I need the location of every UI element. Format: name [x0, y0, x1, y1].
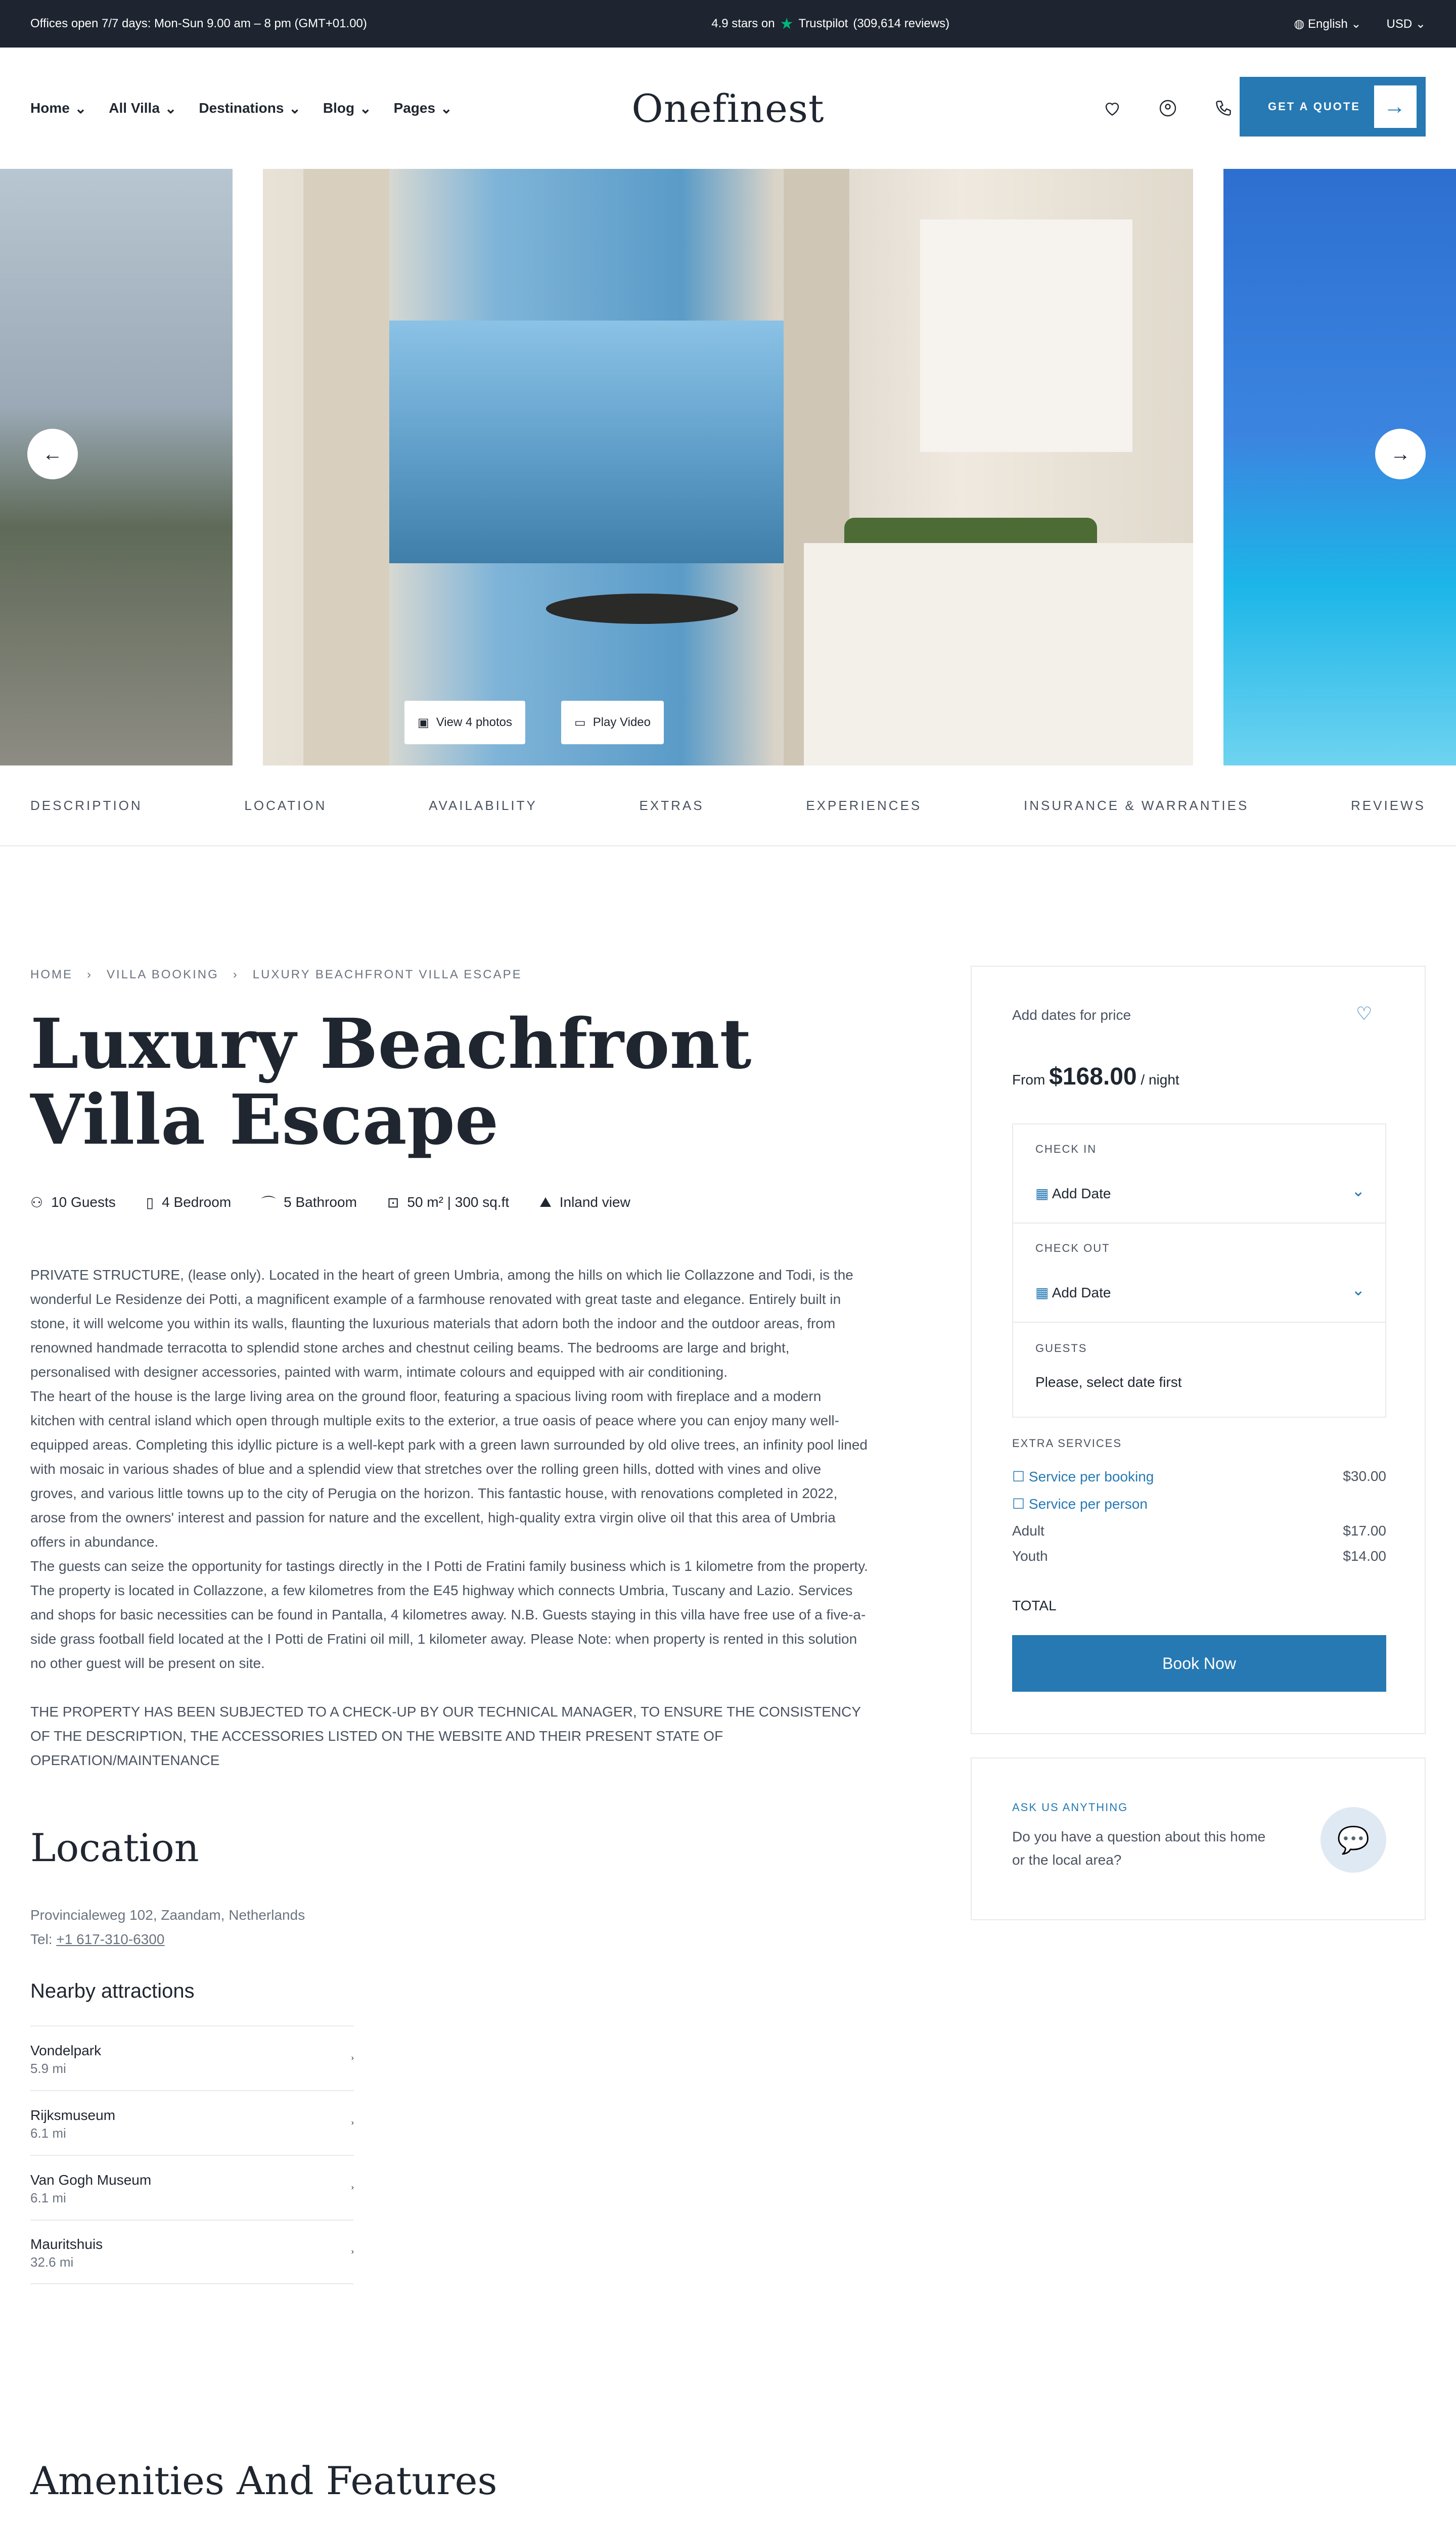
chevron-right-icon: › — [351, 2183, 354, 2192]
location-heading: Location — [30, 1825, 199, 1870]
date-picker: CHECK IN ▦ Add Date ⌄ CHECK OUT ▦ Add Date ⌄ GUESTS Please, select date first — [1012, 1123, 1386, 1418]
logo[interactable]: Onefinest — [631, 85, 825, 131]
nav-blog[interactable]: Blog ⌄ — [323, 100, 372, 116]
breadcrumb-villa-booking[interactable]: VILLA BOOKING — [107, 968, 219, 981]
checkin-field[interactable]: ▦ Add Date — [1035, 1186, 1111, 1201]
bedroom-icon: ▯ — [146, 1194, 154, 1210]
list-item[interactable]: Mauritshuis 32.6 mi › — [30, 2220, 354, 2284]
bathroom-icon: ⌒ — [261, 1195, 276, 1211]
list-item[interactable]: Vondelpark 5.9 mi › — [30, 2025, 354, 2090]
tab-description[interactable]: DESCRIPTION — [30, 797, 143, 813]
nav-all-villa[interactable]: All Villa ⌄ — [109, 100, 177, 116]
chevron-down-icon: ⌄ — [164, 100, 177, 116]
phone-icon[interactable] — [1213, 98, 1234, 118]
view-photos-button[interactable]: ▣ View 4 photos — [404, 701, 525, 744]
chevron-down-icon: ⌄ — [1351, 1281, 1365, 1299]
price-line: From $168.00 / night — [1012, 1063, 1179, 1090]
user-icon[interactable] — [1158, 98, 1178, 118]
tab-location[interactable]: LOCATION — [244, 797, 327, 813]
chevron-down-icon: ⌄ — [74, 100, 87, 116]
top-bar — [0, 0, 1456, 48]
extra-adult: Adult $17.00 — [1012, 1523, 1386, 1539]
view-icon: ⛰ — [539, 1194, 552, 1210]
phone-link[interactable]: +1 617-310-6300 — [56, 1931, 165, 1947]
guests-icon: ⚇ — [30, 1194, 43, 1210]
currency-select[interactable]: USD ⌄ — [1386, 17, 1426, 31]
arrow-right-icon: → — [1390, 442, 1410, 465]
chevron-right-icon: › — [351, 2118, 354, 2127]
nav-pages[interactable]: Pages ⌄ — [393, 100, 452, 116]
chevron-down-icon: ⌄ — [359, 100, 372, 116]
tab-insurance[interactable]: INSURANCE & WARRANTIES — [1024, 797, 1249, 813]
checkout-field[interactable]: ▦ Add Date — [1035, 1285, 1111, 1300]
play-video-button[interactable]: ▭ Play Video — [561, 701, 664, 744]
breadcrumb-home[interactable]: HOME — [30, 968, 73, 981]
list-item[interactable]: Rijksmuseum 6.1 mi › — [30, 2090, 354, 2155]
book-now-button[interactable]: Book Now — [1012, 1635, 1386, 1692]
chevron-right-icon: › — [351, 2247, 354, 2256]
booking-widget: Add dates for price ♡ From $168.00 / night CHECK IN ▦ Add Date ⌄ CHECK OUT ▦ Add Date ⌄ GUESTS Please, select date first EXTRA SERVICES ☐ Service per booking $30.00 ☐ Service per person Adult $17.00 Youth $14.00 TOTAL Book Now — [971, 966, 1426, 1734]
nearby-heading: Nearby attractions — [30, 1980, 195, 2002]
heart-icon[interactable] — [1102, 98, 1122, 118]
star-icon: ★ — [780, 15, 794, 32]
chevron-right-icon: › — [87, 968, 93, 981]
address: Provincialeweg 102, Zaandam, Netherlands — [30, 1907, 305, 1923]
nav-destinations[interactable]: Destinations ⌄ — [199, 100, 301, 116]
ask-us-box[interactable]: ASK US ANYTHING Do you have a question about this home or the local area? 💬 — [971, 1757, 1426, 1920]
tab-experiences[interactable]: EXPERIENCES — [806, 797, 922, 813]
video-icon: ▭ — [574, 715, 586, 730]
extra-youth: Youth $14.00 — [1012, 1548, 1386, 1564]
arrow-right-icon: → — [1374, 85, 1417, 128]
gallery-image-main[interactable] — [263, 169, 1193, 765]
trustpilot-rating[interactable]: 4.9 stars on ★ Trustpilot (309,614 reviews) — [711, 15, 950, 32]
tab-reviews[interactable]: REVIEWS — [1351, 797, 1426, 813]
main-nav — [0, 48, 1456, 169]
next-slide-button[interactable] — [1375, 429, 1426, 479]
calendar-icon: ▦ — [1035, 1285, 1049, 1300]
chevron-right-icon: › — [233, 968, 239, 981]
extra-service[interactable]: ☐ Service per person — [1012, 1496, 1148, 1512]
phone: Tel: +1 617-310-6300 — [30, 1931, 165, 1947]
heart-icon[interactable]: ♡ — [1356, 1003, 1373, 1024]
breadcrumb — [30, 968, 522, 982]
image-icon: ▣ — [418, 715, 429, 730]
amenities-heading: Amenities And Features — [30, 2458, 497, 2503]
chevron-right-icon: › — [351, 2054, 354, 2062]
chevron-down-icon: ⌄ — [1351, 1182, 1365, 1200]
area-icon: ⊡ — [387, 1194, 399, 1210]
property-features: ⚇ 10 Guests ▯ 4 Bedroom ⌒ 5 Bathroom ⊡ 50 m² | 300 sq.ft ⛰ Inland view — [30, 1192, 630, 1212]
guests-field[interactable]: Please, select date first — [1035, 1374, 1182, 1390]
section-tabs — [0, 765, 1456, 846]
description: PRIVATE STRUCTURE, (lease only). Located in the heart of green Umbria, among the hills on which lie Collazzone and Todi, is the wonderful Le Residenze dei Potti, a magnificent example of a farmhouse renovated with great taste and elegance. Entirely built in stone, it will welcome you within its walls, flaunting the luxurious materials that adorn both the indoor and the outdoor areas, from renowned handmade terracotta to splendid stone arches and chestnut ceiling beams. The bedrooms are large and bright, personalised with designer accessories, painted with warm, intimate colours and equipped with air conditioning. The heart of the house is the large living area on the ground floor, featuring a spacious living room with fireplace and a modern kitchen with central island which open through multiple exits to the exterior, a true oasis of peace where you can enjoy many well-equipped areas. Completing this idyllic picture is a well-kept park with a green lawn surrounded by old olive trees, an infinity pool lined with mosaic in various shades of blue and a splendid view that stretches over the rolling green hills, dotted with vines and olive groves, and various little towns up to the city of Perugia on the horizon. This fantastic house, with renovations completed in 2022, arose from the owners' interest and passion for nature and the excellent, high-quality extra virgin olive oil that this area of Umbria offers in abundance. The guests can seize the opportunity for tastings directly in the I Potti de Fratini family business which is 1 kilometre from the property. The property is located in Collazzone, a few kilometres from the E45 highway which connects Umbria, Tuscany and Lazio. Services and shops for basic necessities can be found in Pantalla, 4 kilometres away. N.B. Guests staying in this villa have free use of a five-a-side grass football field located at the I Potti de Fratini oil mill, 1 kilometer away. Please Note: when property is rented in this solution no other guest will be present on site. THE PROPERTY HAS BEEN SUBJECTED TO A CHECK-UP BY OUR TECHNICAL MANAGER, TO ENSURE THE CONSISTENCY OF THE DESCRIPTION, THE ACCESSORIES LISTED ON THE WEBSITE AND THEIR PRESENT STATE OF OPERATION/MAINTENANCE — [30, 1267, 868, 1768]
chevron-down-icon: ⌄ — [289, 100, 301, 116]
breadcrumb-current: LUXURY BEACHFRONT VILLA ESCAPE — [252, 968, 522, 981]
prev-slide-button[interactable] — [27, 429, 78, 479]
get-quote-button[interactable]: GET A QUOTE → — [1240, 77, 1426, 137]
office-hours: Offices open 7/7 days: Mon-Sun 9.00 am – 8 pm (GMT+01.00) — [30, 17, 367, 30]
list-item[interactable]: Van Gogh Museum 6.1 mi › — [30, 2155, 354, 2220]
chevron-down-icon: ⌄ — [440, 100, 452, 116]
photo-gallery — [0, 169, 1456, 765]
extra-service[interactable]: ☐ Service per booking $30.00 — [1012, 1468, 1386, 1484]
nav-home[interactable]: Home ⌄ — [30, 100, 87, 116]
calendar-icon: ▦ — [1035, 1186, 1049, 1201]
language-select[interactable]: ◍ English ⌄ — [1294, 17, 1361, 31]
tab-availability[interactable]: AVAILABILITY — [429, 797, 537, 813]
total-label: TOTAL — [1012, 1598, 1057, 1613]
chat-icon: 💬 — [1321, 1807, 1386, 1873]
arrow-left-icon: ← — [42, 442, 63, 465]
tab-extras[interactable]: EXTRAS — [639, 797, 704, 813]
add-dates-label: Add dates for price — [1012, 1007, 1131, 1023]
page-title: Luxury Beachfront Villa Escape — [30, 1004, 752, 1160]
